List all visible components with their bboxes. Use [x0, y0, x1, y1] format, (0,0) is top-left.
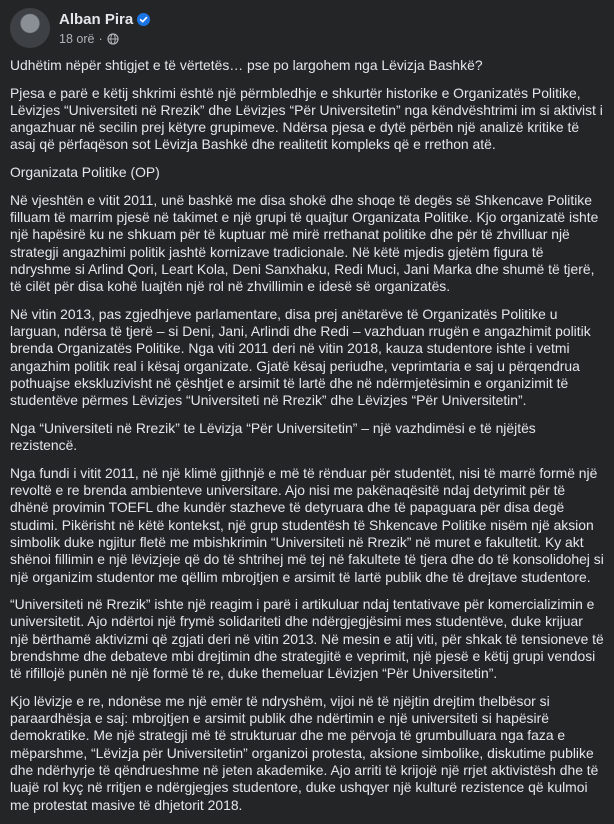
separator-dot: · — [98, 32, 103, 46]
post-paragraph: Në vjeshtën e vitit 2011, unë bashkë me disa shokë dhe shoqe të degës së Shkencave Politike filluam të marrim pjesë në takimet e një grupi të quajtur Organizata Politike. Kjo organizatë ishte një hapësirë ku ne shkuam për të kuptuar më mirë rrethanat politike dhe për të zhvilluar një strategji angazhimi politik jashtë kornizave tradicionale. Në këtë mjedis gjetëm figura të ndryshme si Arlind Qori, Leart Kola, Deni Sanxhaku, Redi Muci, Jani Marka dhe shumë të tjerë, të cilët për disa kohë luajtën një rol në zhvillimin e idesë së organizatës. — [10, 191, 599, 295]
section-heading: Nga “Universiteti në Rrezik” te Lëvizja “Për Universitetin” – një vazhdimësi e të njëjtës rezistencë. — [10, 419, 536, 454]
post-paragraph: Kjo lëvizje e re, ndonëse me një emër të ndryshëm, vijoi në të njëjtin drejtim thelbësor si paraardhësja e saj: mbrojtjen e arsimit publik dhe ndërtimin e një universiteti si hapësirë demokratike. Me një strategji më të strukturuar dhe me përvoja të grumbulluara nga faza e mëparshme, “Lëvizja për Universitetin” organizoi protesta, aksione simbolike, diskutime publike dhe ndërhyrje të qëndrueshme në jeten akademike. Ajo arriti të krijojë një rrjet aktivistësh dhe të luajë rol kyç në rritjen e ndërgjegjes studentore, duke ushqyer një kulturë rezistence që kulmoi me protestat masive të dhjetorit 2018. — [10, 692, 599, 813]
author-row — [59, 10, 150, 29]
post-paragraph: Nga fundi i vitit 2011, në një klimë gjithnjë e më të rënduar për studentët, nisi të marrë formë një revoltë e re brenda ambienteve universitare. Ajo nisi me pakënaqësitë ndaj detyrimit për të dhënë provimin TOEFL dhe kundër stazheve të detyruara dhe të papaguara për disa degë studimi. Pikërisht në këtë kontekst, një grup studentësh të Shkencave Politike nisëm një aksion simbolik duke ngjitur fletë me mbishkrimin “Universiteti në Rrezik” në muret e fakultetit. Ky akt shënoi fillimin e një lëvizjeje që do të shtrihej më tej në fakultete të tjera dhe do të konsolidohej si një organizim studentor me qëllim mbrojtjen e arsimit të lartë publik dhe të drejtave studentore. — [10, 464, 604, 585]
post-timestamp[interactable]: 18 orë — [59, 32, 95, 46]
post-subtitle — [59, 32, 150, 46]
verified-badge-icon — [137, 13, 150, 26]
section-heading: Organizata Politike (OP) — [10, 164, 160, 181]
globe-icon[interactable] — [107, 33, 119, 45]
post-paragraph: “Universiteti në Rrezik” ishte një reagim i parë i artikuluar ndaj tentativave për komercializimin e universitetit. Ajo ndërtoi një frymë solidariteti dhe ndërgjegjësimi mes studentëve, duke krijuar një bërthamë aktivizmi që zgjati deri në vitin 2013. Në mesin e atij viti, për shkak të tensioneve të brendshme dhe debateve mbi drejtimin dhe strategjitë e veprimit, një pjesë e këtij grupi vendosi të rifillojë punën në një formë të re, duke themeluar Lëvizjen “Për Universitetin”. — [10, 596, 604, 682]
post-title: Udhëtim nëpër shtigjet e të vërtetës… pse po largohem nga Lëvizja Bashkë? — [10, 57, 483, 73]
post-header — [10, 8, 150, 48]
post-paragraph: Pjesa e parë e këtij shkrimi është një përmbledhje e shkurtër historike e Organizatës Politike, Lëvizjes “Universiteti në Rrezik” dhe Lëvizjes “Për Universitetin” nga këndvështrimi im si aktivist i angazhuar në secilin prej këtyre grupimeve. Ndërsa pjesa e dytë përbën një analizë kritike të asaj që përfaqëson sot Lëvizja Bashkë dhe realitetit kompleks që e rrethon atë. — [10, 84, 603, 153]
post-body — [10, 57, 604, 824]
author-avatar[interactable] — [10, 8, 50, 48]
post-paragraph: Në vitin 2013, pas zgjedhjeve parlamentare, disa prej anëtarëve të Organizatës Politike u larguan, ndërsa të tjerë – si Deni, Jani, Arlindi dhe Redi – vazhduan rrugën e angazhimit politik brenda Organizatës Politike. Nga viti 2011 deri në vitin 2018, kauza studentore ishte i vetmi angazhim politik real i kësaj organizate. Gjatë kësaj periudhe, veprimtaria e saj u përqendrua pothuajse ekskluzivisht në çështjet e arsimit të lartë dhe në ndërmjetësimin e organizimit të studentëve përmes Lëvizjes “Universiteti në Rrezik” dhe Lëvizjes “Për Universitetin”. — [10, 305, 591, 409]
author-name[interactable]: Alban Pira — [59, 11, 134, 28]
post-meta — [59, 10, 150, 46]
